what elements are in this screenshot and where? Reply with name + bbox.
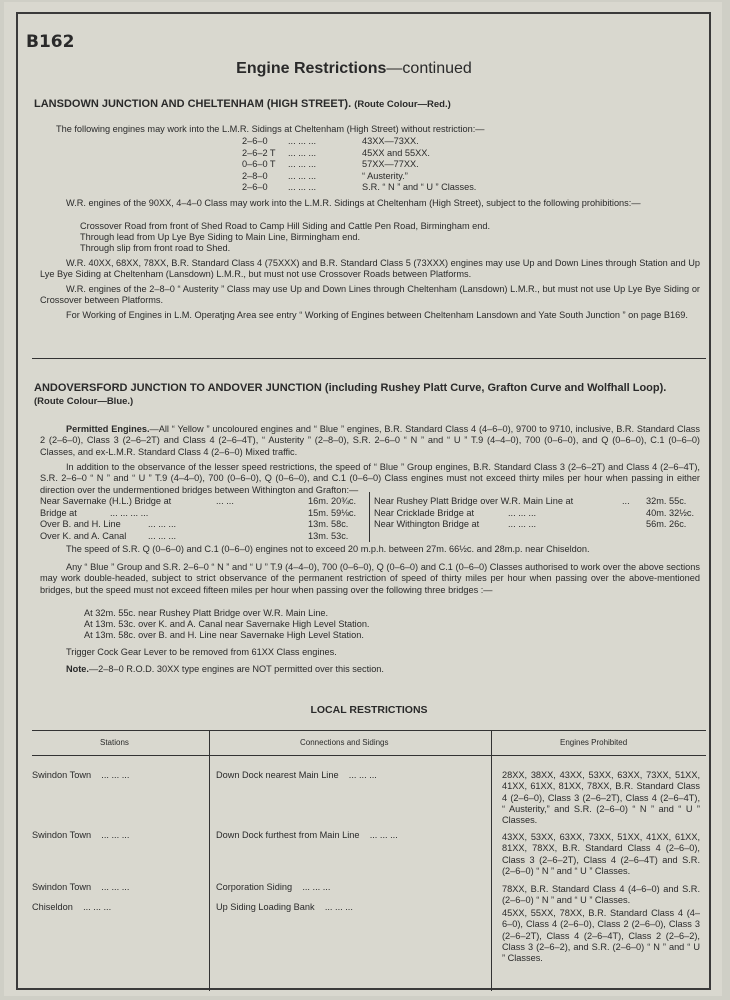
engine-row <box>242 159 542 171</box>
bridge-row <box>40 531 370 543</box>
bridge-mileage: 15m. 59⅛c. <box>308 507 357 518</box>
leader-dots: ... ... ... <box>148 519 177 530</box>
station-name: Chiseldon <box>32 902 73 912</box>
paragraph-note <box>66 664 384 676</box>
column-divider <box>491 731 492 991</box>
leader-dots: ... ... ... ... <box>110 507 149 518</box>
bridge-divider <box>369 492 370 542</box>
paragraph-double-headed: Any “ Blue ” Group and S.R. 2–6–0 “ N ” and “ U ” T.9 (4–4–0), 700 (0–6–0), Q (0–6–0) and C.1 (0–6–0) Classes authorised to work over the above sections may work double-headed, subject to strict observance of the permanent restriction of speed of thirty miles per hour when passing over the above-mentioned bridges, but the speed must not exceed fifteen miles per hour when passing over the following three bridges :— <box>40 562 700 595</box>
bridge-list-right <box>374 496 704 542</box>
bridge-mileage: 16m. 20¾c. <box>308 496 357 506</box>
title-bold: Engine Restrictions <box>236 60 387 77</box>
paragraph-austerity: W.R. engines of the 2–8–0 “ Austerity ” Class may use Up and Down Lines through Cheltenham (Lansdown) L.M.R., but must not use Up Lye Bye Siding or Crossover between Platforms. <box>40 284 700 306</box>
connection-name: Down Dock furthest from Main Line <box>216 830 360 840</box>
column-header-engines: Engines Prohibited <box>560 738 628 747</box>
bridge-row <box>40 519 370 531</box>
page-title <box>4 60 704 78</box>
engines-prohibited: 45XX, 55XX, 78XX, B.R. Standard Class 4 (4–6–0), Class 4 (2–6–0), Class 2 (2–6–0), Class 3 (2–6–2T), Class 4 (2–6–4T), Class 2 (2–6–2), Class 3 (2–6–2), and S.R. (2–6–0) “ N ” and “ U ” Classes. <box>502 908 700 964</box>
bridge-item: At 13m. 58c. over B. and H. Line near Savernake High Level Station. <box>84 630 364 640</box>
note-text: —2–8–0 R.O.D. 30XX type engines are NOT permitted over this section. <box>88 664 384 674</box>
engine-type: 2–8–0 <box>242 170 268 181</box>
engine-type: 2–6–0 <box>242 182 268 193</box>
table-row <box>32 902 111 913</box>
paragraph-trigger-cock: Trigger Cock Gear Lever to be removed from 61XX Class engines. <box>66 647 337 657</box>
leader-dots: ... ... ... <box>148 530 177 541</box>
column-divider <box>209 731 210 991</box>
intro-text: The following engines may work into the L.M.R. Sidings at Cheltenham (High Street) without restriction:— <box>56 124 485 134</box>
table-row-connection <box>216 882 330 893</box>
station-name: Swindon Town <box>32 770 92 780</box>
leader-dots: ... ... ... <box>101 882 130 892</box>
leader-dots: ... ... ... <box>324 902 353 912</box>
heading-text: ANDOVERSFORD JUNCTION TO ANDOVER JUNCTION (including Rushey Platt Curve, Grafton Curve and Wolfhall Loop). <box>34 382 667 394</box>
leader-dots: ... <box>622 496 630 506</box>
engine-list <box>242 136 542 194</box>
engine-class: S.R. “ N ” and “ U ” Classes. <box>362 182 477 193</box>
bridge-mileage: 56m. 26c. <box>646 519 687 530</box>
bridge-name: Over B. and H. Line <box>40 519 121 530</box>
section-heading-andoversford <box>34 382 694 408</box>
engines-prohibited: 43XX, 53XX, 63XX, 73XX, 51XX, 41XX, 61XX, 81XX, 78XX, B.R. Standard Class 4 (2–6–0), Class 3 (2–6–2T), Class 4 (2–6–4T) and S.R. (2–6–0) “ N ” and “ U ” Classes. <box>502 832 700 876</box>
section-heading-lansdown <box>34 98 451 110</box>
paragraph-40xx: W.R. 40XX, 68XX, 78XX, B.R. Standard Class 4 (75XXX) and B.R. Standard Class 5 (73XXX) engines may use Up and Down Lines through Station and Up Lye Bye Siding at Cheltenham (Lansdown) L.M.R., but must not use Crossover Roads between Platforms. <box>40 258 700 280</box>
leader-dots: ... ... ... <box>302 882 331 892</box>
table-row <box>32 830 129 841</box>
engine-row <box>242 148 542 160</box>
prohibition-item: Through slip from front road to Shed. <box>80 243 231 253</box>
table-row-connection <box>216 830 398 841</box>
leader-dots: ... ... ... <box>369 830 398 840</box>
engine-class: 45XX and 55XX. <box>362 147 430 158</box>
bridge-name: Near Withington Bridge at <box>374 519 480 530</box>
title-continued: —continued <box>386 60 472 77</box>
engine-row <box>242 136 542 148</box>
bridge-mileage: 13m. 53c. <box>308 530 349 541</box>
heading-text: LANSDOWN JUNCTION AND CHELTENHAM (HIGH STREET). <box>34 98 352 110</box>
local-restrictions-heading: LOCAL RESTRICTIONS <box>310 704 428 716</box>
engine-class: 57XX—77XX. <box>362 159 419 170</box>
paragraph-sr-q: The speed of S.R. Q (0–6–0) and C.1 (0–6–0) engines not to exceed 20 m.p.h. between 27m. 66½c. and 28m.p. near Chiseldon. <box>66 544 590 554</box>
bridge-name: Near Rushey Platt Bridge over W.R. Main Line at <box>374 496 574 506</box>
engine-class: 43XX—73XX. <box>362 136 419 146</box>
paragraph-speed: In addition to the observance of the lesser speed restrictions, the speed of “ Blue ” Group engines, B.R. Standard Class 3 (2–6–2T) and Class 4 (2–6–4T), S.R. 2–6–0 “ N ” and “ U ” T.9 (4–4–0), 700 (0–6–0), Q (0–6–0), and C.1 (0–6–0) Class engines must not exceed thirty miles per hour when passing in either direction over the undermentioned bridges between Withington and Grafton:— <box>40 462 700 495</box>
document-page <box>4 2 722 996</box>
engine-class: “ Austerity.” <box>362 170 408 181</box>
body-text: —All “ Yellow ” uncoloured engines and “ Blue ” engines, B.R. Standard Class 4 (4–6–0), 9700 to 9710, inclusive, B.R. Standard Class 2 (2–6–0), Class 3 (2–6–2T) and Class 4 (2–6–4T), “ Austerity ” (2–8–0), S.R. 2–6–0 “ N ” and “ U ” T.9 (4–4–0), 700 (0–6–0), and Q (0–6–0), C.1 (0–6–0) Classes, and ex-L.M.R. Standard Class 4 (2–6–0) Mixed traffic. <box>40 424 700 457</box>
leader-dots: ... ... ... <box>508 507 537 518</box>
leader-dots: ... ... ... <box>288 159 317 170</box>
lead-text: Permitted Engines. <box>66 424 150 434</box>
note-lead: Note. <box>66 664 89 674</box>
route-colour: (Route Colour—Red.) <box>354 99 451 110</box>
leader-dots: ... ... ... <box>83 902 112 912</box>
connection-name: Up Siding Loading Bank <box>216 902 315 912</box>
table-row-connection <box>216 770 377 781</box>
column-header-stations: Stations <box>100 738 129 747</box>
bridge-name: Near Cricklade Bridge at <box>374 507 475 518</box>
leader-dots: ... ... ... <box>288 182 317 193</box>
leader-dots: ... ... ... <box>288 147 317 158</box>
table-row <box>32 882 129 893</box>
paragraph-90xx: W.R. engines of the 90XX, 4–4–0 Class may work into the L.M.R. Sidings at Cheltenham (High Street), subject to the following prohibitions:— <box>66 198 641 208</box>
bridge-item: At 13m. 53c. over K. and A. Canal near Savernake High Level Station. <box>84 619 370 629</box>
engine-type: 2–6–2 T <box>242 147 276 158</box>
paragraph-lm-area: For Working of Engines in L.M. Operatjng Area see entry “ Working of Engines between Cheltenham Lansdown and Yate South Junction ” on page B169. <box>66 310 688 320</box>
leader-dots: ... ... ... <box>348 770 377 780</box>
engines-prohibited: 78XX, B.R. Standard Class 4 (4–6–0) and S.R. (2–6–0) “ N ” and “ U ” Classes. <box>502 884 700 906</box>
leader-dots: ... ... ... <box>101 770 130 780</box>
paragraph-permitted <box>40 424 700 458</box>
leader-dots: ... ... ... <box>101 830 130 840</box>
leader-dots: ... ... ... <box>288 136 317 146</box>
engine-row <box>242 171 542 183</box>
table-row-connection <box>216 902 353 913</box>
engines-prohibited: 28XX, 38XX, 43XX, 53XX, 63XX, 73XX, 51XX, 41XX, 61XX, 81XX, 78XX, B.R. Standard Class 4 (2–6–0), Class 3 (2–6–2T), Class 4 (2–6–4T), “ Austerity,” and S.R. (2–6–0) “ N ” and “ U ” Classes. <box>502 770 700 826</box>
bridge-row <box>374 496 704 508</box>
bridge-item: At 32m. 55c. near Rushey Platt Bridge over W.R. Main Line. <box>84 608 329 618</box>
bridge-name: Bridge at <box>40 507 77 518</box>
leader-dots: ... ... <box>216 496 234 506</box>
header-divider <box>32 755 706 756</box>
bridge-mileage: 13m. 58c. <box>308 519 349 530</box>
connection-name: Corporation Siding <box>216 882 293 892</box>
bridge-name: Over K. and A. Canal <box>40 530 127 541</box>
connection-name: Down Dock nearest Main Line <box>216 770 339 780</box>
engine-type: 0–6–0 T <box>242 159 276 170</box>
station-name: Swindon Town <box>32 882 92 892</box>
bridge-row <box>40 496 370 508</box>
prohibition-item: Through lead from Up Lye Bye Siding to Main Line, Birmingham end. <box>80 232 361 242</box>
station-name: Swindon Town <box>32 830 92 840</box>
prohibition-item: Crossover Road from front of Shed Road to Camp Hill Siding and Cattle Pen Road, Birmingham end. <box>80 221 491 231</box>
column-header-connections: Connections and Sidings <box>300 738 389 747</box>
bridge-list-left <box>40 496 370 542</box>
engine-type: 2–6–0 <box>242 136 268 146</box>
table-row <box>32 770 129 781</box>
bridge-mileage: 32m. 55c. <box>646 496 687 506</box>
leader-dots: ... ... ... <box>288 170 317 181</box>
leader-dots: ... ... ... <box>508 519 537 530</box>
bridge-name: Near Savernake (H.L.) Bridge at <box>40 496 172 506</box>
bridge-row <box>374 508 704 520</box>
section-divider <box>32 358 706 359</box>
route-colour: (Route Colour—Blue.) <box>34 396 134 407</box>
engine-row <box>242 182 542 194</box>
bridge-row <box>40 508 370 520</box>
bridge-mileage: 40m. 32½c. <box>646 507 695 518</box>
page-code: B162 <box>26 32 75 52</box>
bridge-row <box>374 519 704 531</box>
